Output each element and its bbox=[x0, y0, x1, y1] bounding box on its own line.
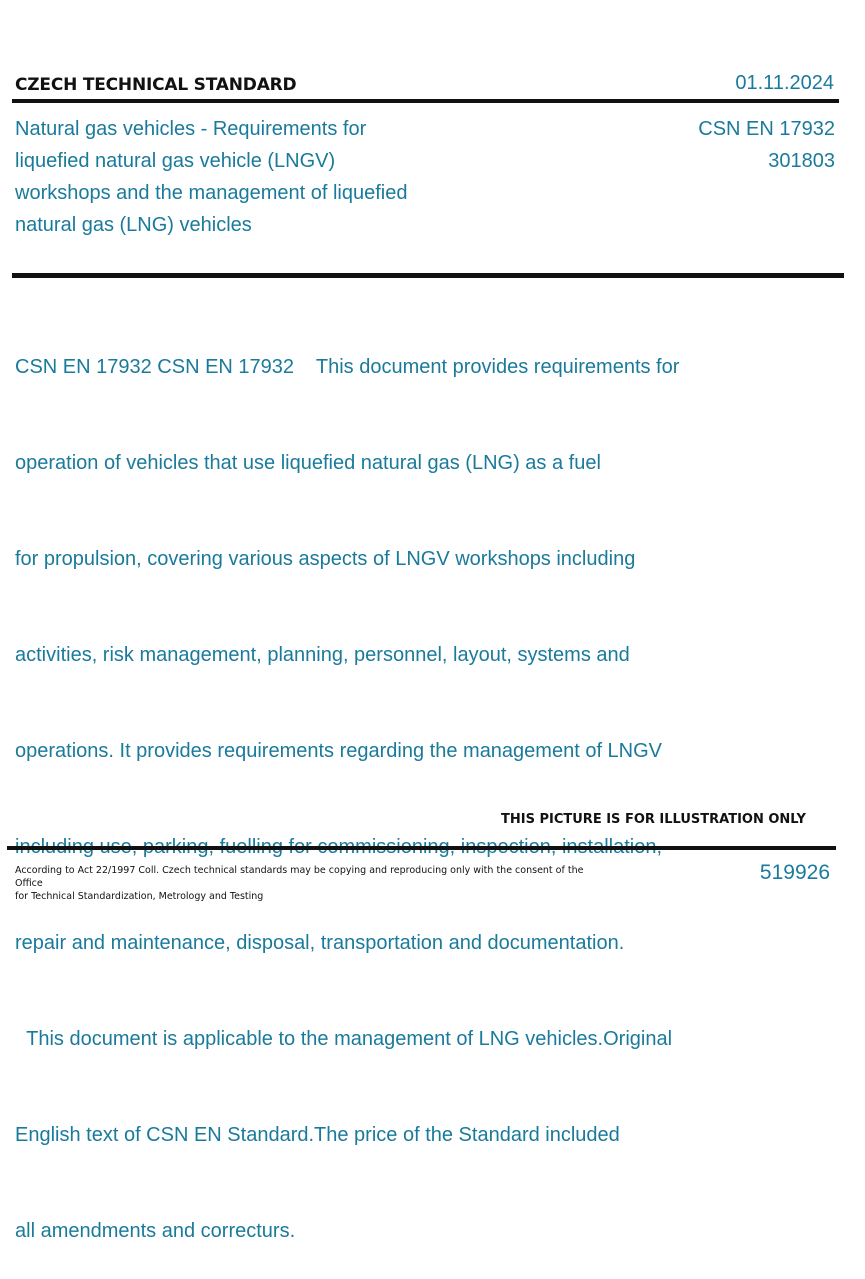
abstract-line: operations. It provides requirements regarding the management of LNGV bbox=[15, 740, 663, 762]
title-line: natural gas (LNG) vehicles bbox=[15, 214, 252, 236]
title-line: workshops and the management of liquefied bbox=[15, 182, 408, 204]
standard-identifiers bbox=[698, 113, 835, 177]
standard-code: CSN EN 17932 bbox=[698, 118, 835, 140]
header-divider bbox=[12, 99, 839, 103]
classification-number: 301803 bbox=[768, 150, 835, 172]
abstract-text bbox=[15, 287, 745, 1279]
abstract-line: This document is applicable to the management of LNG vehicles.Original bbox=[15, 1028, 673, 1050]
document-heading: CZECH TECHNICAL STANDARD bbox=[15, 75, 297, 95]
abstract-line: activities, risk management, planning, personnel, layout, systems and bbox=[15, 644, 630, 666]
title-line: liquefied natural gas vehicle (LNGV) bbox=[15, 150, 336, 172]
catalog-number: 519926 bbox=[759, 861, 830, 884]
publication-date: 01.11.2024 bbox=[735, 72, 834, 94]
illustration-disclaimer: THIS PICTURE IS FOR ILLUSTRATION ONLY bbox=[501, 812, 806, 827]
abstract-line: for propulsion, covering various aspects of LNGV workshops including bbox=[15, 548, 636, 570]
abstract-line: all amendments and correcturs. bbox=[15, 1220, 296, 1242]
abstract-line: repair and maintenance, disposal, transportation and documentation. bbox=[15, 932, 625, 954]
title-line: Natural gas vehicles - Requirements for bbox=[15, 118, 367, 140]
title-divider bbox=[12, 273, 844, 278]
abstract-line: CSN EN 17932 CSN EN 17932 This document provides requirements for bbox=[15, 356, 680, 378]
legal-line: for Technical Standardization, Metrology and Testing bbox=[15, 891, 264, 902]
legal-notice bbox=[15, 864, 595, 903]
footer-divider bbox=[7, 846, 836, 850]
legal-line: According to Act 22/1997 Coll. Czech technical standards may be copying and reproducing only with the consent of the Office bbox=[15, 865, 584, 889]
standard-title bbox=[15, 113, 455, 241]
abstract-line: operation of vehicles that use liquefied natural gas (LNG) as a fuel bbox=[15, 452, 601, 474]
abstract-line: English text of CSN EN Standard.The price of the Standard included bbox=[15, 1124, 620, 1146]
